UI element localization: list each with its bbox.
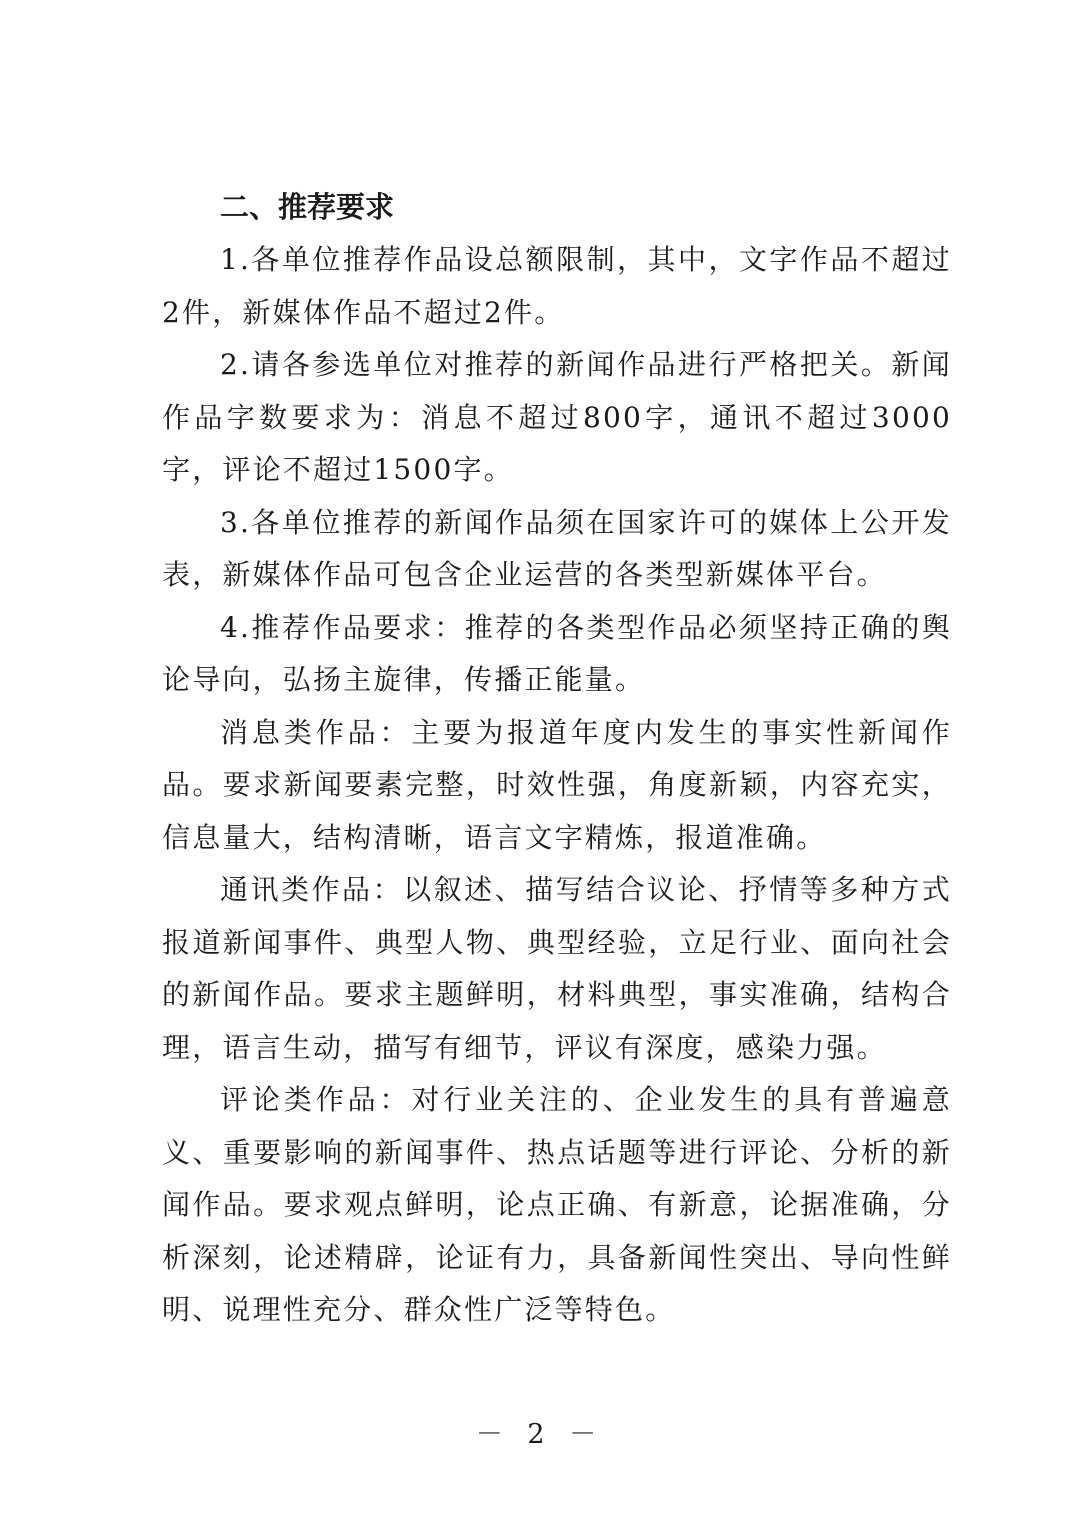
page-number: － 2 － [475,1419,605,1450]
paragraph-item-2: 2.请各参选单位对推荐的新闻作品进行严格把关。新闻作品字数要求为：消息不超过800字，通讯不超过3000字，评论不超过1500字。 [162,348,952,486]
document-body [162,180,952,1337]
paragraph-item-4: 4.推荐作品要求：推荐的各类型作品必须坚持正确的舆论导向，弘扬主旋律，传播正能量。 [162,610,952,696]
paragraph-commentary-works: 评论类作品：对行业关注的、企业发生的具有普遍意义、重要影响的新闻事件、热点话题等进行评论、分析的新闻作品。要求观点鲜明，论点正确、有新意，论据准确，分析深刻，论述精辟，论证有力，具备新闻性突出、导向性鲜明、说理性充分、群众性广泛等特色。 [162,1083,952,1326]
paragraph-news-works: 消息类作品：主要为报道年度内发生的事实性新闻作品。要求新闻要素完整，时效性强，角度新颖，内容充实，信息量大，结构清晰，语言文字精炼，报道准确。 [162,715,952,854]
paragraph-feature-works: 通讯类作品：以叙述、描写结合议论、抒情等多种方式报道新闻事件、典型人物、典型经验，立足行业、面向社会的新闻作品。要求主题鲜明，材料典型，事实准确，结构合理，语言生动，描写有细节，评议有深度，感染力强。 [162,873,952,1064]
section-heading: 二、推荐要求 [220,190,395,224]
paragraph-item-3: 3.各单位推荐的新闻作品须在国家许可的媒体上公开发表，新媒体作品可包含企业运营的各类型新媒体平台。 [162,505,952,591]
paragraph-item-1: 1.各单位推荐作品设总额限制，其中，文字作品不超过2件，新媒体作品不超过2件。 [162,243,952,329]
